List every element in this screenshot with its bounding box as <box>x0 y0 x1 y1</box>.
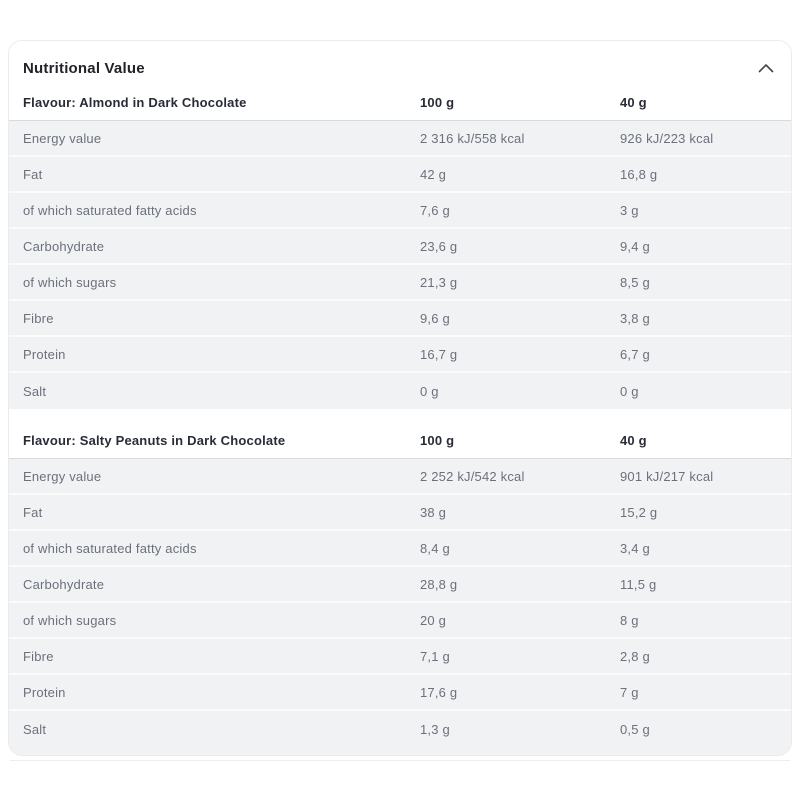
panel-title: Nutritional Value <box>23 59 145 77</box>
value-100g: 7,1 g <box>420 648 450 664</box>
value-40g: 0 g <box>620 383 639 399</box>
table-row <box>9 373 791 409</box>
nutrient-label: Energy value <box>23 468 102 484</box>
nutrient-label: Energy value <box>23 130 102 146</box>
value-100g: 21,3 g <box>420 274 458 290</box>
table-row <box>9 121 791 157</box>
value-100g: 2 316 kJ/558 kcal <box>420 130 525 146</box>
nutrient-label: of which saturated fatty acids <box>23 540 197 556</box>
value-100g: 38 g <box>420 504 447 520</box>
table-row <box>9 229 791 265</box>
chevron-up-icon[interactable] <box>757 59 775 77</box>
column-header-100g: 100 g <box>420 433 455 448</box>
tables-container <box>9 85 791 755</box>
nutrient-label: Carbohydrate <box>23 576 105 592</box>
table-row <box>9 567 791 603</box>
value-40g: 3,4 g <box>620 540 650 556</box>
value-100g: 42 g <box>420 166 447 182</box>
flavour-header-label: Flavour: Almond in Dark Chocolate <box>23 95 247 110</box>
nutrient-label: Fibre <box>23 310 54 326</box>
nutrient-label: Salt <box>23 721 47 737</box>
value-100g: 1,3 g <box>420 721 450 737</box>
value-40g: 3 g <box>620 202 639 218</box>
table-row <box>9 265 791 301</box>
nutrient-label: Salt <box>23 383 47 399</box>
table-row <box>9 301 791 337</box>
value-100g: 8,4 g <box>420 540 450 556</box>
table-row <box>9 495 791 531</box>
value-40g: 901 kJ/217 kcal <box>620 468 714 484</box>
value-100g: 23,6 g <box>420 238 458 254</box>
table-row <box>9 711 791 747</box>
nutrient-label: Fibre <box>23 648 54 664</box>
value-100g: 7,6 g <box>420 202 450 218</box>
value-100g: 2 252 kJ/542 kcal <box>420 468 525 484</box>
value-100g: 0 g <box>420 383 439 399</box>
value-40g: 16,8 g <box>620 166 658 182</box>
column-header-100g: 100 g <box>420 95 455 110</box>
value-100g: 17,6 g <box>420 684 458 700</box>
table-row <box>9 193 791 229</box>
column-header-40g: 40 g <box>620 95 647 110</box>
nutrient-label: of which sugars <box>23 274 117 290</box>
nutrient-label: of which saturated fatty acids <box>23 202 197 218</box>
value-40g: 9,4 g <box>620 238 650 254</box>
nutrient-label: of which sugars <box>23 612 117 628</box>
value-40g: 0,5 g <box>620 721 650 737</box>
nutrient-label: Fat <box>23 504 43 520</box>
table-row <box>9 603 791 639</box>
column-header-40g: 40 g <box>620 433 647 448</box>
value-40g: 2,8 g <box>620 648 650 664</box>
table-row <box>9 531 791 567</box>
value-40g: 926 kJ/223 kcal <box>620 130 714 146</box>
nutrient-label: Fat <box>23 166 43 182</box>
nutrient-label: Protein <box>23 346 66 362</box>
value-40g: 7 g <box>620 684 639 700</box>
table-header-row <box>9 85 791 121</box>
value-40g: 8 g <box>620 612 639 628</box>
value-40g: 11,5 g <box>620 576 657 592</box>
nutrient-label: Carbohydrate <box>23 238 105 254</box>
value-40g: 6,7 g <box>620 346 650 362</box>
table-row <box>9 459 791 495</box>
table-row <box>9 639 791 675</box>
value-40g: 3,8 g <box>620 310 650 326</box>
table-row <box>9 675 791 711</box>
section-divider <box>10 760 790 761</box>
flavour-header-label: Flavour: Salty Peanuts in Dark Chocolate <box>23 433 286 448</box>
value-40g: 15,2 g <box>620 504 658 520</box>
value-40g: 8,5 g <box>620 274 650 290</box>
value-100g: 20 g <box>420 612 447 628</box>
nutrition-table <box>9 85 791 409</box>
table-header-row <box>9 423 791 459</box>
table-row <box>9 157 791 193</box>
value-100g: 28,8 g <box>420 576 458 592</box>
nutrition-table <box>9 423 791 755</box>
nutrient-label: Protein <box>23 684 66 700</box>
nutritional-value-panel <box>8 40 792 756</box>
value-100g: 9,6 g <box>420 310 450 326</box>
value-100g: 16,7 g <box>420 346 458 362</box>
accordion-header[interactable] <box>9 41 791 85</box>
table-row <box>9 337 791 373</box>
